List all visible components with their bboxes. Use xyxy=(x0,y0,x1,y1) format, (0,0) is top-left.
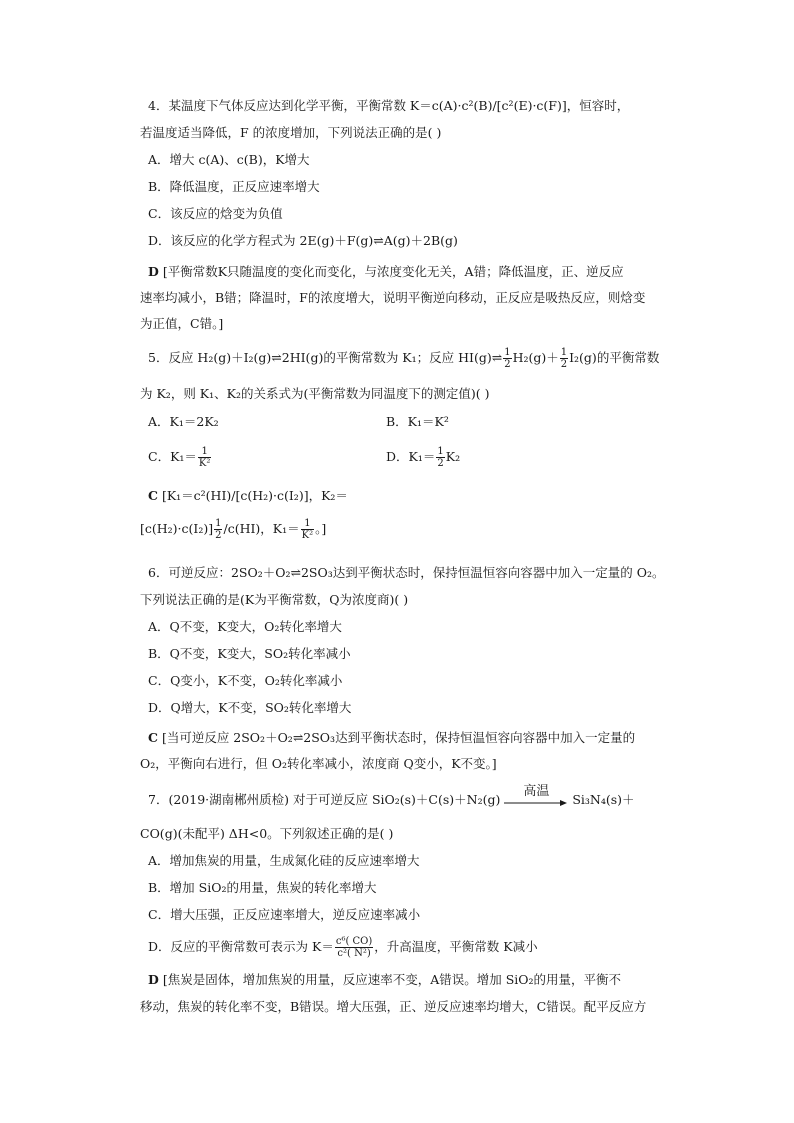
q5-option-c: C．K₁＝ $\frac{1}{\text{K²}}$ xyxy=(148,446,211,469)
q5-option-d: D．K₁＝ $\frac{1}{2}$ K₂ xyxy=(386,446,461,469)
q5-answer-line1: C [K₁＝c²(HI)/[c(H₂)·c(I₂)]，K₂＝ xyxy=(148,488,348,503)
q5-stem-part2: H₂(g)＋ xyxy=(512,350,559,365)
q5-stem-part1: 5．反应 H₂(g)＋I₂(g)⇌2HI(g)的平衡常数为 K₁；反应 HI(g)⇌ xyxy=(148,350,503,365)
q6-stem-line2: 下列说法正确的是(K为平衡常数，Q为浓度商)( ) xyxy=(140,592,409,607)
q4-answer-line3: 为正值，C错。] xyxy=(140,316,224,331)
q4-stem-line2: 若温度适当降低，F 的浓度增加，下列说法正确的是( ) xyxy=(140,125,442,140)
q7-option-b: B．增加 SiO₂的用量，焦炭的转化率增大 xyxy=(148,880,377,895)
q5-option-d-fraction: $\frac{1}{2}$ xyxy=(437,446,444,469)
q4-option-a: A．增大 c(A)、c(B)，K增大 xyxy=(148,152,310,167)
q5-answer-letter: C xyxy=(148,488,158,503)
q7-option-d-fraction: $\frac{\text{c⁶( CO)}}{\text{c²( N²)}}$ xyxy=(335,936,373,959)
q6-option-b: B．Q不变，K变大，SO₂转化率减小 xyxy=(148,646,351,661)
q5-option-c-fraction: $\frac{1}{\text{K²}}$ xyxy=(198,446,211,469)
q4-answer-text1: [平衡常数K只随温度的变化而变化，与浓度变化无关，A错；降低温度，正、逆反应 xyxy=(162,264,624,279)
q4-option-d: D．该反应的化学方程式为 2E(g)＋F(g)⇌A(g)＋2B(g) xyxy=(148,233,458,248)
q4-option-c: C．该反应的焓变为负值 xyxy=(148,206,283,221)
q5-half-fraction-1: $\frac{1}{2}$ xyxy=(504,347,511,370)
q7-stem-line1: 7．(2019·湖南郴州质检) 对于可逆反应 SiO₂(s)＋C(s)＋N₂(g) 高温 Si₃N₄(s)＋ xyxy=(148,783,635,807)
q4-answer-letter: D xyxy=(148,264,159,279)
q6-answer-letter: C xyxy=(148,730,158,745)
q5-answer-line2: [c(H₂)·c(I₂)] $\frac{1}{2}$ /c(HI)，K₁＝ $\frac{1}{\text{K²}}$ 。] xyxy=(140,518,327,541)
q5-option-b: B．K₁＝K² xyxy=(386,414,449,429)
q5-half-fraction-2: $\frac{1}{2}$ xyxy=(560,347,568,370)
q5-stem-part3: I₂(g)的平衡常数 xyxy=(569,350,660,365)
right-arrow-icon xyxy=(504,800,568,806)
q7-answer-line1: D [焦炭是固体，增加焦炭的用量，反应速率不变，A错误。增加 SiO₂的用量，平衡不 xyxy=(148,972,622,987)
q7-option-a: A．增加焦炭的用量，生成氮化硅的反应速率增大 xyxy=(148,853,420,868)
q4-answer-line2: 速率均减小，B错；降温时，F的浓度增大，说明平衡逆向移动，正反应是吸热反应，则焓变 xyxy=(140,290,646,305)
q7-option-c: C．增大压强，正反应速率增大，逆反应速率减小 xyxy=(148,907,421,922)
q7-option-d: D．反应的平衡常数可表示为 K＝ $\frac{\text{c⁶( CO)}}{\text{c²( N²)}}$ ，升高温度，平衡常数 K减小 xyxy=(148,936,538,959)
q4-stem-line1: 4．某温度下气体反应达到化学平衡，平衡常数 K＝c(A)·c²(B)/[c²(E)·c(F)]，恒容时， xyxy=(148,98,630,113)
q5-stem-line2: 为 K₂，则 K₁、K₂的关系式为(平衡常数为同温度下的测定值)( ) xyxy=(140,386,490,401)
q5-stem-line1 xyxy=(148,347,659,370)
q7-answer-letter: D xyxy=(148,972,159,987)
q6-stem-line1: 6．可逆反应：2SO₂＋O₂⇌2SO₃达到平衡状态时，保持恒温恒容向容器中加入一定量的 O₂。 xyxy=(148,565,665,580)
q5-answer-fraction-2: $\frac{1}{\text{K²}}$ xyxy=(301,518,314,541)
q7-stem-line2: CO(g)(未配平) ΔH<0。下列叙述正确的是( ) xyxy=(140,826,394,841)
q6-answer-line1: C [当可逆反应 2SO₂＋O₂⇌2SO₃达到平衡状态时，保持恒温恒容向容器中加入一定量的 xyxy=(148,730,636,745)
q6-answer-line2: O₂，平衡向右进行，但 O₂转化率减小，浓度商 Q变小，K不变。] xyxy=(140,756,497,771)
q5-option-a: A．K₁＝2K₂ xyxy=(148,414,219,429)
q4-option-b: B．降低温度，正反应速率增大 xyxy=(148,179,320,194)
q7-high-temp-arrow: 高温 xyxy=(504,793,568,809)
q6-option-d: D．Q增大，K不变，SO₂转化率增大 xyxy=(148,700,352,715)
q6-option-c: C．Q变小，K不变，O₂转化率减小 xyxy=(148,673,343,688)
q4-answer-line1 xyxy=(148,264,624,280)
q6-option-a: A．Q不变，K变大，O₂转化率增大 xyxy=(148,619,342,634)
q5-answer-fraction-1: $\frac{1}{2}$ xyxy=(215,518,222,541)
q7-answer-line2: 移动，焦炭的转化率不变，B错误。增大压强，正、逆反应速率均增大，C错误。配平反应方 xyxy=(140,999,647,1014)
